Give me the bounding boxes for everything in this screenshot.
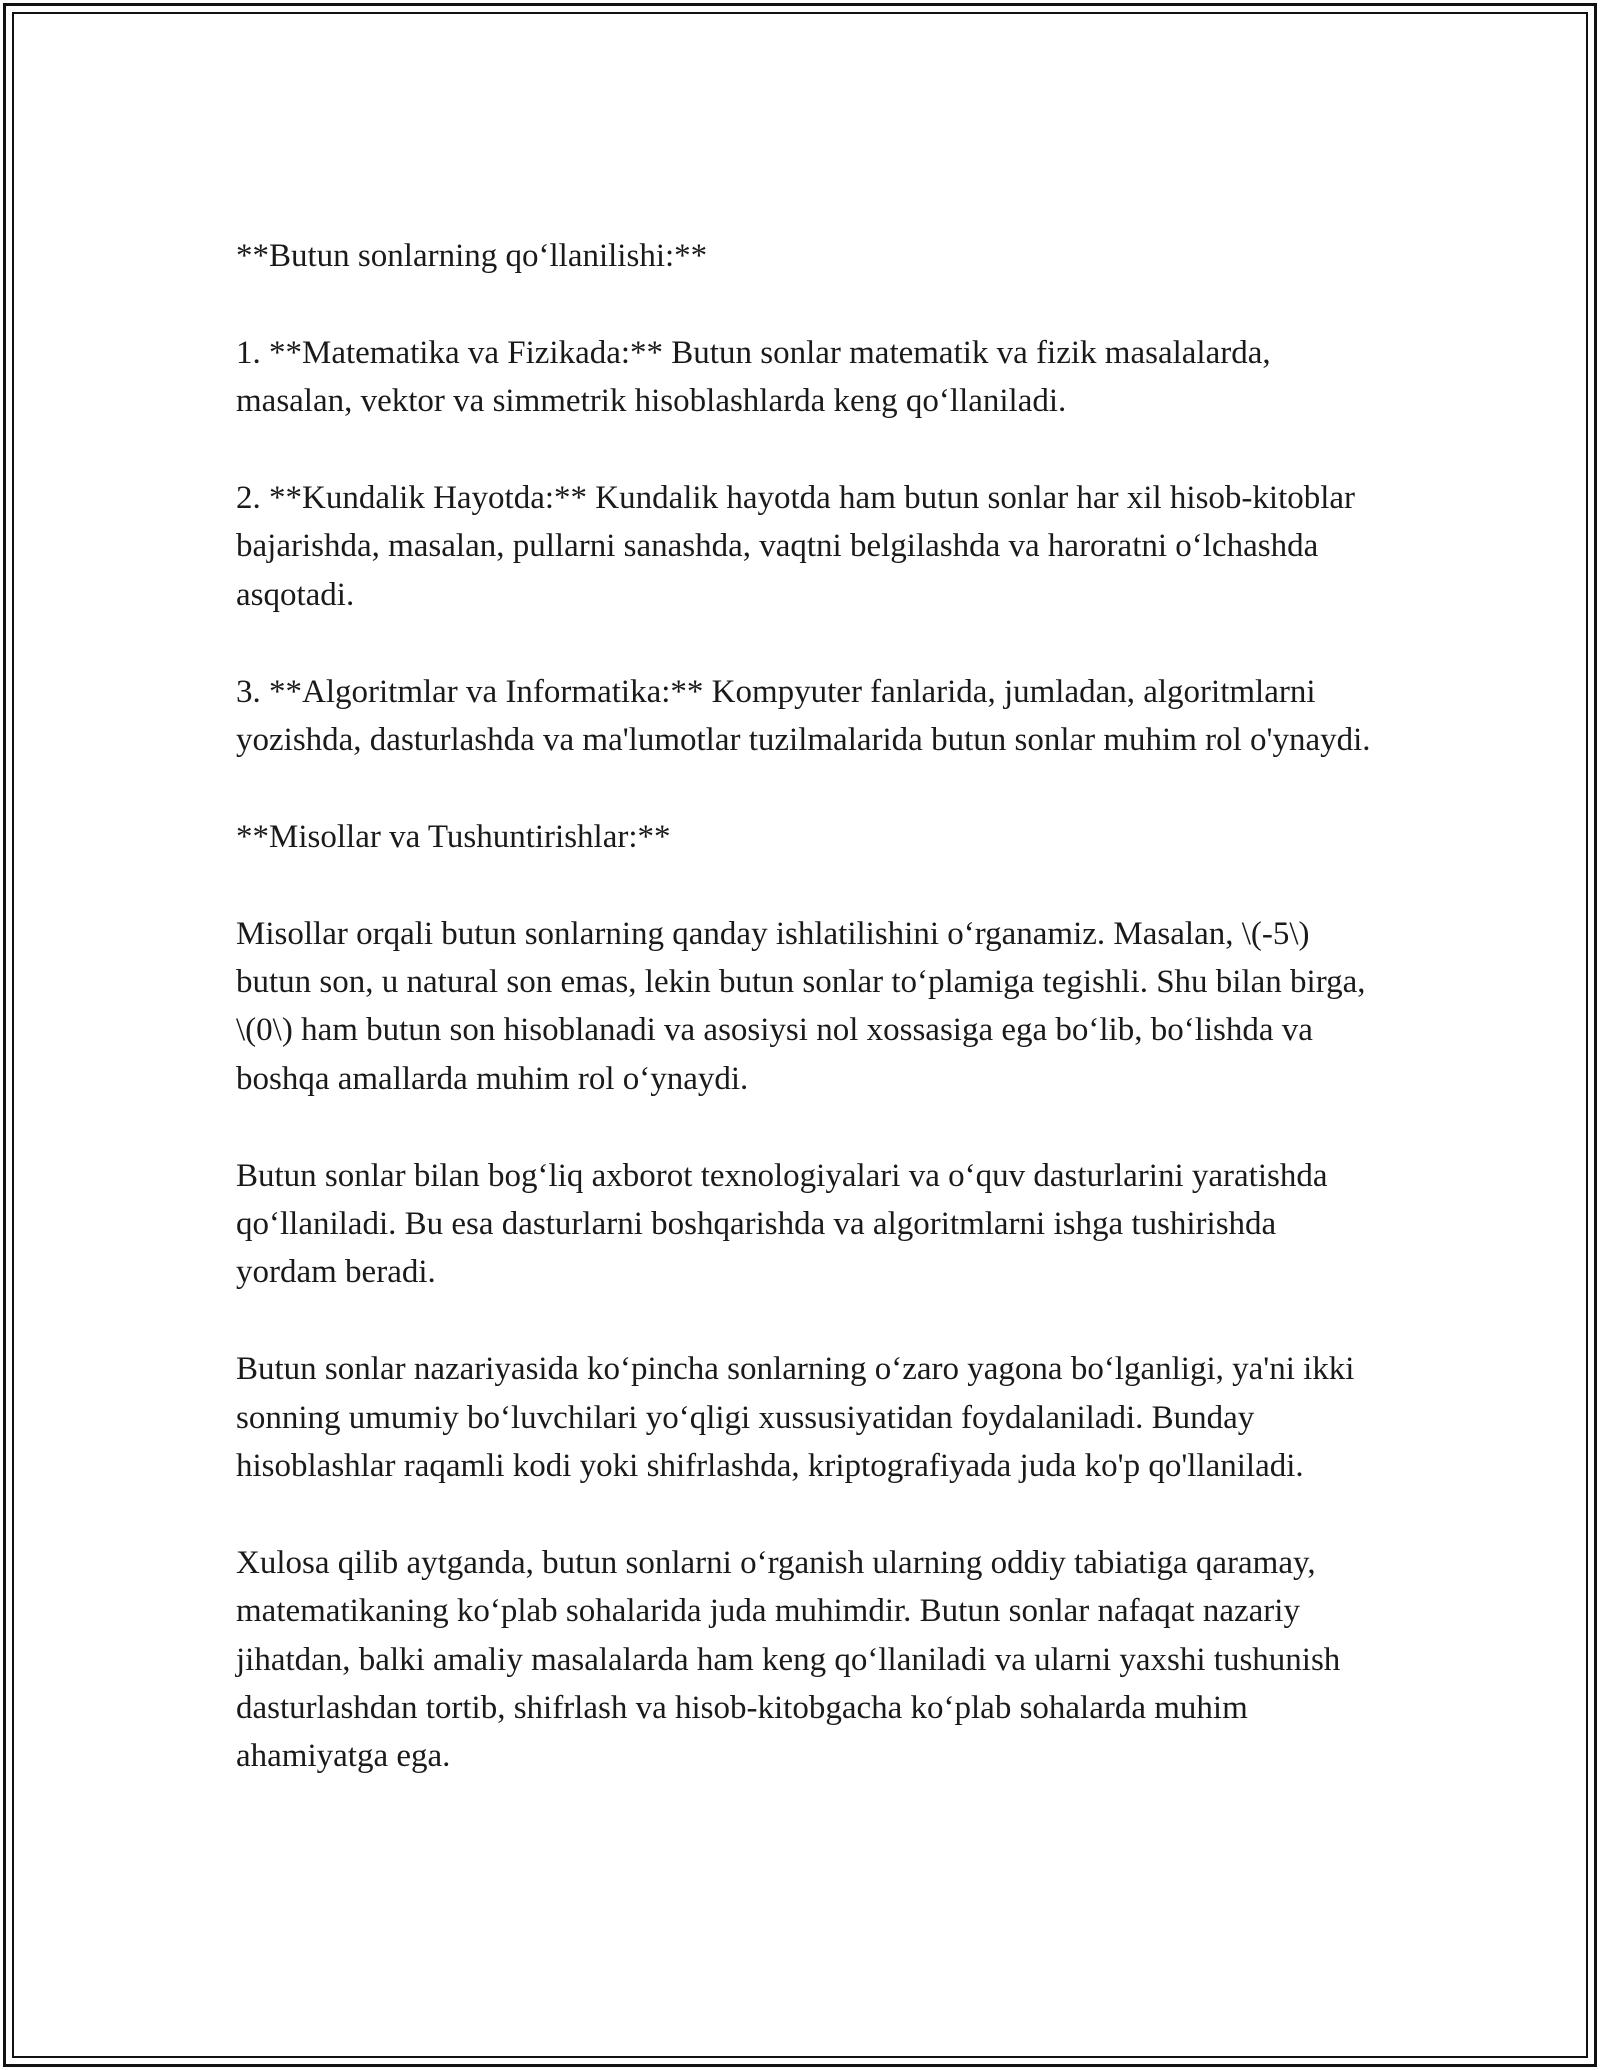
- paragraph-conclusion: Xulosa qilib aytganda, butun sonlarni o‘rganish ularning oddiy tabiatiga qaramay, matematikaning ko‘plab sohalarida juda muhimdir. Butun sonlar nafaqat nazariy jihatdan, balki amaliy masalalarda ham keng qo‘llaniladi va ularni yaxshi tushunish dasturlashdan tortib, shifrlash va hisob-kitobgacha ko‘plab sohalarda muhim ahamiyatga ega.: [236, 1544, 1341, 1775]
- document-body: [236, 232, 1376, 1781]
- section-heading-examples: **Misollar va Tushuntirishlar:**: [236, 818, 671, 855]
- list-item-daily-life: 2. **Kundalik Hayotda:** Kundalik hayotda ham butun sonlar har xil hisob-kitoblar bajarishda, masalan, pullarni sanashda, vaqtni belgilashda va haroratni o‘lchashda asqotadi.: [236, 480, 1356, 613]
- paragraph-number-theory: Butun sonlar nazariyasida ko‘pincha sonlarning o‘zaro yagona bo‘lganligi, ya'ni ikki sonning umumiy bo‘luvchilari yo‘qligi xussusiyatidan foydalaniladi. Bunday hisoblashlar raqamli kodi yoki shifrlashda, kriptografiyada juda ko'p qo'llaniladi.: [236, 1351, 1355, 1485]
- paragraph-it-education: Butun sonlar bilan bog‘liq axborot texnologiyalari va o‘quv dasturlarini yaratishda qo‘llaniladi. Bu esa dasturlarni boshqarishda va algoritmlarni ishga tushirishda yordam beradi.: [236, 1157, 1328, 1291]
- paragraph-examples: Misollar orqali butun sonlarning qanday ishlatilishini o‘rganamiz. Masalan, \(-5\) butun son, u natural son emas, lekin butun sonlar to‘plamiga tegishli. Shu bilan birga, \(0\) ham butun son hisoblanadi va asosiysi nol xossasiga ega bo‘lib, bo‘lishda va boshqa amallarda muhim rol o‘ynaydi.: [236, 915, 1366, 1097]
- section-heading-applications: **Butun sonlarning qo‘llanilishi:**: [236, 238, 708, 274]
- list-item-math-physics: 1. **Matematika va Fizikada:** Butun sonlar matematik va fizik masalalarda, masalan, vektor va simmetrik hisoblashlarda keng qo‘llaniladi.: [236, 334, 1271, 420]
- list-item-algorithms: 3. **Algoritmlar va Informatika:** Kompyuter fanlarida, jumladan, algoritmlarni yozishda, dasturlashda va ma'lumotlar tuzilmalarida butun sonlar muhim rol o'ynaydi.: [236, 673, 1371, 759]
